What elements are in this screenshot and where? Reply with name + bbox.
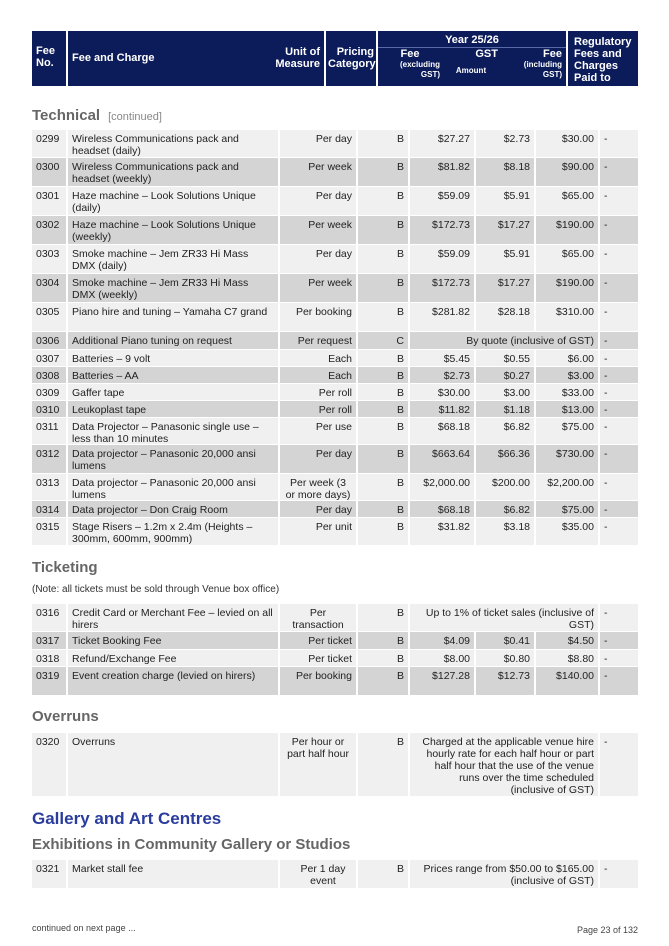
market-stall-price-range: Prices range from $50.00 to $165.00 (inclusive of GST) [410,860,598,888]
gst-amount: $66.36 [476,445,534,473]
fee-incl-gst: $35.00 [536,518,598,545]
regulatory-paid-to: - [600,632,638,649]
pricing-category: B [358,303,408,331]
gst-amount: $8.18 [476,158,534,186]
header-fee-and-charge-label: Fee and Charge [72,52,155,64]
fee-excl-gst: $172.73 [410,274,474,302]
fee-number: 0300 [32,158,66,186]
fee-number: 0314 [32,501,66,517]
fee-incl-gst: $65.00 [536,187,598,215]
pricing-category: B [358,245,408,273]
fee-incl-gst: $6.00 [536,350,598,366]
fee-incl-gst: $4.50 [536,632,598,649]
fee-description: Data projector – Panasonic 20,000 ansi lumens [68,474,278,500]
unit-of-measure: Per unit [280,518,356,545]
gst-amount: $6.82 [476,501,534,517]
fee-number: 0316 [32,604,66,631]
fee-description: Event creation charge (levied on hirers) [68,667,278,695]
gst-amount: $5.91 [476,245,534,273]
fee-incl-gst: $30.00 [536,130,598,157]
header-unit-of-measure-label: Unit of Measure [275,46,320,70]
fee-description: Data Projector – Panasonic single use – less than 10 minutes [68,418,278,444]
regulatory-paid-to: - [600,216,638,244]
fee-excl-gst: $11.82 [410,401,474,417]
fee-description: Market stall fee [68,860,278,888]
fee-number: 0307 [32,350,66,366]
pricing-category: B [358,384,408,400]
header-fee-and-charge [68,31,278,86]
fee-excl-gst: $281.82 [410,303,474,331]
table-row [32,384,638,400]
gst-amount: $200.00 [476,474,534,500]
regulatory-paid-to: - [600,445,638,473]
fee-incl-gst: $190.00 [536,274,598,302]
fee-description: Refund/Exchange Fee [68,650,278,666]
gst-amount: $12.73 [476,667,534,695]
fee-number: 0317 [32,632,66,649]
regulatory-paid-to: - [600,518,638,545]
table-row [32,604,638,631]
table-row [32,445,638,473]
header-pricing-category-label: Pricing Category [328,46,376,70]
table-row [32,332,638,349]
header-fee-excl-sub: (excluding GST) [399,60,440,79]
regulatory-paid-to: - [600,501,638,517]
unit-of-measure: Per ticket [280,632,356,649]
pricing-category: B [358,187,408,215]
table-row [32,350,638,366]
fee-number: 0320 [32,733,66,796]
fee-incl-gst: $65.00 [536,245,598,273]
gst-amount: $17.27 [476,216,534,244]
gst-amount: $0.80 [476,650,534,666]
header-fee-incl [504,48,566,80]
header-year: Year 25/26 [445,34,499,46]
fee-excl-gst: $8.00 [410,650,474,666]
table-row [32,401,638,417]
table-row [32,216,638,244]
unit-of-measure: Per day [280,187,356,215]
table-row [32,632,638,649]
unit-of-measure: Per week [280,216,356,244]
unit-of-measure: Per day [280,501,356,517]
fee-excl-gst: $31.82 [410,518,474,545]
gst-amount: $3.00 [476,384,534,400]
fee-incl-gst: $3.00 [536,367,598,383]
regulatory-paid-to: - [600,384,638,400]
fee-number: 0310 [32,401,66,417]
pricing-category: B [358,860,408,888]
fee-description: Leukoplast tape [68,401,278,417]
gst-amount: $0.55 [476,350,534,366]
regulatory-paid-to: - [600,667,638,695]
pricing-category: B [358,350,408,366]
pricing-category: B [358,604,408,631]
fee-number: 0303 [32,245,66,273]
fee-description: Smoke machine – Jem ZR33 Hi Mass DMX (weekly) [68,274,278,302]
unit-of-measure: Per roll [280,401,356,417]
fee-number: 0315 [32,518,66,545]
gst-amount: $2.73 [476,130,534,157]
regulatory-paid-to: - [600,474,638,500]
header-gst-sub: Amount [455,66,487,75]
header-regulatory [568,31,638,86]
gst-amount: $28.18 [476,303,534,331]
table-row [32,158,638,186]
table-row [32,303,638,331]
unit-of-measure: Each [280,350,356,366]
fee-incl-gst: $190.00 [536,216,598,244]
section-overruns-title: Overruns [32,708,99,725]
section-technical-name: Technical [32,107,101,124]
fee-description: Wireless Communications pack and headset (daily) [68,130,278,157]
regulatory-paid-to: - [600,332,638,349]
fee-number: 0302 [32,216,66,244]
fee-description: Batteries – 9 volt [68,350,278,366]
fee-excl-gst: $59.09 [410,187,474,215]
regulatory-paid-to: - [600,303,638,331]
unit-of-measure: Per day [280,445,356,473]
fee-description: Gaffer tape [68,384,278,400]
section-technical-sub: [continued] [108,111,162,123]
fee-description: Data projector – Don Craig Room [68,501,278,517]
regulatory-paid-to: - [600,158,638,186]
fee-excl-gst: $663.64 [410,445,474,473]
unit-of-measure: Per 1 day event [280,860,356,888]
gst-amount: $0.41 [476,632,534,649]
regulatory-paid-to: - [600,367,638,383]
regulatory-paid-to: - [600,274,638,302]
fee-number: 0308 [32,367,66,383]
header-fee-incl-label: Fee [543,48,562,60]
pricing-category: B [358,418,408,444]
unit-of-measure: Per booking [280,667,356,695]
pricing-category: C [358,332,408,349]
pricing-category: B [358,130,408,157]
fee-excl-gst: $30.00 [410,384,474,400]
gst-amount: $6.82 [476,418,534,444]
continued-note: continued on next page ... [32,923,136,933]
regulatory-paid-to: - [600,418,638,444]
fee-description: Additional Piano tuning on request [68,332,278,349]
fee-incl-gst: $2,200.00 [536,474,598,500]
header-fee-excl-label: Fee [400,48,420,60]
unit-of-measure: Per transaction [280,604,356,631]
regulatory-paid-to: - [600,860,638,888]
table-row [32,474,638,500]
pricing-category: B [358,474,408,500]
regulatory-paid-to: - [600,650,638,666]
pricing-category: B [358,733,408,796]
section-technical-title [32,107,162,124]
unit-of-measure: Per roll [280,384,356,400]
header-regulatory-label: Regulatory Fees and Charges Paid to [574,36,632,84]
gst-amount: $17.27 [476,274,534,302]
unit-of-measure: Per day [280,245,356,273]
fee-excl-gst: $68.18 [410,501,474,517]
fee-description: Stage Risers – 1.2m x 2.4m (Heights – 300mm, 600mm, 900mm) [68,518,278,545]
table-row [32,501,638,517]
pricing-category: B [358,401,408,417]
fee-number: 0305 [32,303,66,331]
regulatory-paid-to: - [600,604,638,631]
header-fee-excl [378,48,442,80]
section-exhibitions-title: Exhibitions in Community Gallery or Studios [32,836,351,853]
header-pricing-category [326,31,376,86]
fee-number: 0311 [32,418,66,444]
unit-of-measure: Per request [280,332,356,349]
overrun-charge-description: Charged at the applicable venue hire hourly rate for each half hour or part half hour that the use of the venue runs over the time scheduled (inclusive of GST) [410,733,598,796]
pricing-category: B [358,667,408,695]
fee-number: 0319 [32,667,66,695]
section-ticketing-title: Ticketing [32,559,98,576]
fee-number: 0313 [32,474,66,500]
pricing-category: B [358,501,408,517]
fee-incl-gst: $310.00 [536,303,598,331]
unit-of-measure: Per ticket [280,650,356,666]
fee-description: Overruns [68,733,278,796]
fee-excl-gst: $68.18 [410,418,474,444]
header-fee-no [32,31,66,86]
fee-excl-gst: $172.73 [410,216,474,244]
pricing-category: B [358,650,408,666]
fee-number: 0304 [32,274,66,302]
pricing-category: B [358,216,408,244]
fee-description: Piano hire and tuning – Yamaha C7 grand [68,303,278,331]
table-row [32,418,638,444]
fee-description: Data projector – Panasonic 20,000 ansi lumens [68,445,278,473]
fee-excl-gst: $4.09 [410,632,474,649]
regulatory-paid-to: - [600,187,638,215]
regulatory-paid-to: - [600,401,638,417]
unit-of-measure: Per week [280,274,356,302]
regulatory-paid-to: - [600,130,638,157]
fee-description: Ticket Booking Fee [68,632,278,649]
gst-amount: $1.18 [476,401,534,417]
fee-incl-gst: $75.00 [536,418,598,444]
fee-incl-gst: $90.00 [536,158,598,186]
fee-description: Batteries – AA [68,367,278,383]
pricing-category: B [358,632,408,649]
table-row [32,274,638,302]
header-fee-incl-sub: (including GST) [523,60,562,79]
fee-excl-gst: $81.82 [410,158,474,186]
fee-description: Haze machine – Look Solutions Unique (weekly) [68,216,278,244]
table-row [32,130,638,157]
fee-description: Credit Card or Merchant Fee – levied on all hirers [68,604,278,631]
table-row [32,187,638,215]
pricing-category: B [358,158,408,186]
gst-amount: $3.18 [476,518,534,545]
fee-description: Smoke machine – Jem ZR33 Hi Mass DMX (daily) [68,245,278,273]
fee-number: 0321 [32,860,66,888]
unit-of-measure: Per week (3 or more days) [280,474,356,500]
fee-percent-of-sales: Up to 1% of ticket sales (inclusive of GST) [410,604,598,631]
fee-excl-gst: $27.27 [410,130,474,157]
pricing-category: B [358,445,408,473]
fee-excl-gst: $59.09 [410,245,474,273]
header-gst-label: GST [475,48,498,60]
unit-of-measure: Per use [280,418,356,444]
unit-of-measure: Each [280,367,356,383]
header-fee-no-label: Fee No. [36,45,55,69]
fee-excl-gst: $5.45 [410,350,474,366]
fee-excl-gst: $2,000.00 [410,474,474,500]
regulatory-paid-to: - [600,350,638,366]
unit-of-measure: Per booking [280,303,356,331]
fee-incl-gst: $13.00 [536,401,598,417]
table-row [32,733,638,796]
unit-of-measure: Per day [280,130,356,157]
fee-number: 0306 [32,332,66,349]
table-row [32,860,638,888]
table-row [32,518,638,545]
fee-number: 0312 [32,445,66,473]
table-row [32,667,638,695]
ticketing-note: (Note: all tickets must be sold through Venue box office) [32,584,280,595]
unit-of-measure: Per hour or part half hour [280,733,356,796]
pricing-category: B [358,274,408,302]
fee-number: 0301 [32,187,66,215]
regulatory-paid-to: - [600,733,638,796]
regulatory-paid-to: - [600,245,638,273]
page-number: Page 23 of 132 [576,925,638,935]
table-row [32,650,638,666]
fee-incl-gst: $33.00 [536,384,598,400]
fee-description: Wireless Communications pack and headset (weekly) [68,158,278,186]
fee-number: 0309 [32,384,66,400]
fee-incl-gst: $730.00 [536,445,598,473]
fee-by-quote: By quote (inclusive of GST) [410,332,598,349]
section-gallery-title: Gallery and Art Centres [32,809,222,828]
pricing-category: B [358,518,408,545]
header-year-group [378,31,566,86]
fee-number: 0299 [32,130,66,157]
gst-amount: $5.91 [476,187,534,215]
fee-incl-gst: $75.00 [536,501,598,517]
header-unit-of-measure-cell [248,31,324,86]
fee-number: 0318 [32,650,66,666]
header-gst [444,48,502,76]
table-row [32,245,638,273]
fee-description: Haze machine – Look Solutions Unique (daily) [68,187,278,215]
gst-amount: $0.27 [476,367,534,383]
unit-of-measure: Per week [280,158,356,186]
table-row [32,367,638,383]
fee-incl-gst: $8.80 [536,650,598,666]
fee-incl-gst: $140.00 [536,667,598,695]
fee-excl-gst: $2.73 [410,367,474,383]
fee-excl-gst: $127.28 [410,667,474,695]
pricing-category: B [358,367,408,383]
